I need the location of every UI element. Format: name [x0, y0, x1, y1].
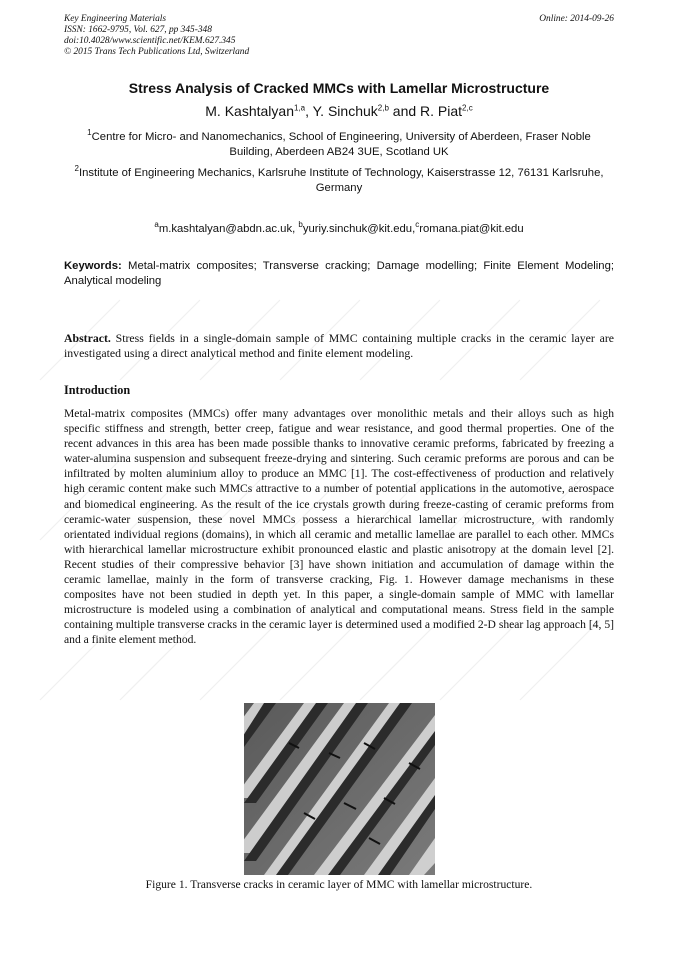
email-sup: a: [154, 220, 159, 230]
affiliation-text: Centre for Micro- and Nanomechanics, School of Engineering, University of Aberdeen, Fraser Noble Building, Aberdeen AB24 3UE, Scotland UK: [91, 131, 591, 158]
author-name: R. Piat: [420, 103, 463, 119]
keywords-label: Keywords:: [64, 260, 122, 272]
affiliation-sup: 2: [74, 164, 79, 174]
paper-title: Stress Analysis of Cracked MMCs with Lamellar Microstructure: [128, 80, 550, 96]
email-address[interactable]: m.kashtalyan@abdn.ac.uk: [158, 223, 293, 235]
figure-caption: Figure 1. Transverse cracks in ceramic layer of MMC with lamellar microstructure.: [145, 878, 533, 891]
copyright-line: © 2015 Trans Tech Publications Ltd, Switzerland: [64, 47, 250, 57]
author-separator: ,: [305, 103, 313, 119]
email-list: [64, 220, 614, 235]
author-sup: 2,b: [377, 103, 389, 113]
keywords-text: Metal-matrix composites; Transverse cracking; Damage modelling; Finite Element Modeling; Analytical modeling: [64, 260, 614, 287]
affiliation-sup: 1: [87, 128, 92, 138]
introduction-text: Metal-matrix composites (MMCs) offer many advantages over monolithic metals and their alloys such as high specific stiffness and strength, better creep, fatigue and wear resistance, and good thermal properties. One of the recent advances in this area has been made possible thanks to innovative ceramic preforms, fabricated by freezing a water-alumina suspension and subsequent freeze-drying and sintering. Such ceramic preforms are porous and can be infiltrated by molten aluminium alloy to produce an MMC [1]. The cost-effectiveness of production and relatively high ceramic content make such MMCs attractive to a number of potential applications in the automotive, aerospace and biomedical engineering. As the result of the ice crystals growth during freeze-casting of ceramic preforms from ceramic-water suspension, these novel MMCs possess a hierarchical lamellar microstructure, with randomly orientated individual regions (domains), in which all ceramic and metallic lamellae are parallel to each other. MMCs with hierarchical lamellar microstructure exhibit pronounced elastic and plastic anisotropy at the domain level [2]. Recent studies of their compressive behavior [3] have shown initiation and accumulation of damage within the ceramic lamellae, mainly in the form of transverse cracking, Fig. 1. However damage mechanisms in these composites have not been studied in depth yet. In this paper, a single-domain sample of MMC with lamellar microstructure is modeled using a combination of analytical and computational means. Stress field in the sample containing multiple transverse cracks in the ceramic layer is determined used a modified 2-D shear lag approach [4, 5] and a finite element method.: [64, 407, 614, 647]
issn-line: ISSN: 1662-9795, Vol. 627, pp 345-348: [64, 25, 212, 35]
micrograph-image: [244, 703, 435, 875]
email-address[interactable]: romana.piat@kit.edu: [419, 223, 524, 235]
abstract-text: Stress fields in a single-domain sample of MMC containing multiple cracks in the ceramic layer are investigated using a direct analytical method and finite element modeling.: [64, 331, 614, 360]
online-date: Online: 2014-09-26: [539, 14, 614, 24]
author-name: M. Kashtalyan: [205, 103, 294, 119]
email-separator: ,: [412, 223, 416, 235]
affiliation-text: Institute of Engineering Mechanics, Karlsruhe Institute of Technology, Kaiserstrasse 12, 76131 Karlsruhe, Germany: [78, 167, 604, 194]
affiliation-2: [64, 166, 614, 196]
affiliation-1: [64, 130, 614, 160]
author-sup: 1,a: [293, 103, 306, 113]
micrograph-figure: [244, 703, 435, 875]
author-sup: 2,c: [462, 103, 473, 113]
journal-header: [64, 14, 249, 58]
introduction-heading: Introduction: [64, 383, 131, 397]
email-address[interactable]: yuriy.sinchuk@kit.edu: [302, 223, 413, 235]
author-list: [40, 103, 638, 119]
abstract-label: Abstract.: [64, 331, 111, 345]
email-sup: b: [298, 220, 303, 230]
keywords-section: [64, 259, 614, 289]
abstract-section: [64, 331, 614, 361]
doi-line: doi:10.4028/www.scientific.net/KEM.627.345: [64, 36, 236, 46]
author-separator: and: [388, 103, 421, 119]
author-name: Y. Sinchuk: [312, 103, 378, 119]
email-sup: c: [415, 220, 420, 230]
email-separator: ,: [292, 223, 299, 235]
journal-name: Key Engineering Materials: [64, 14, 167, 24]
